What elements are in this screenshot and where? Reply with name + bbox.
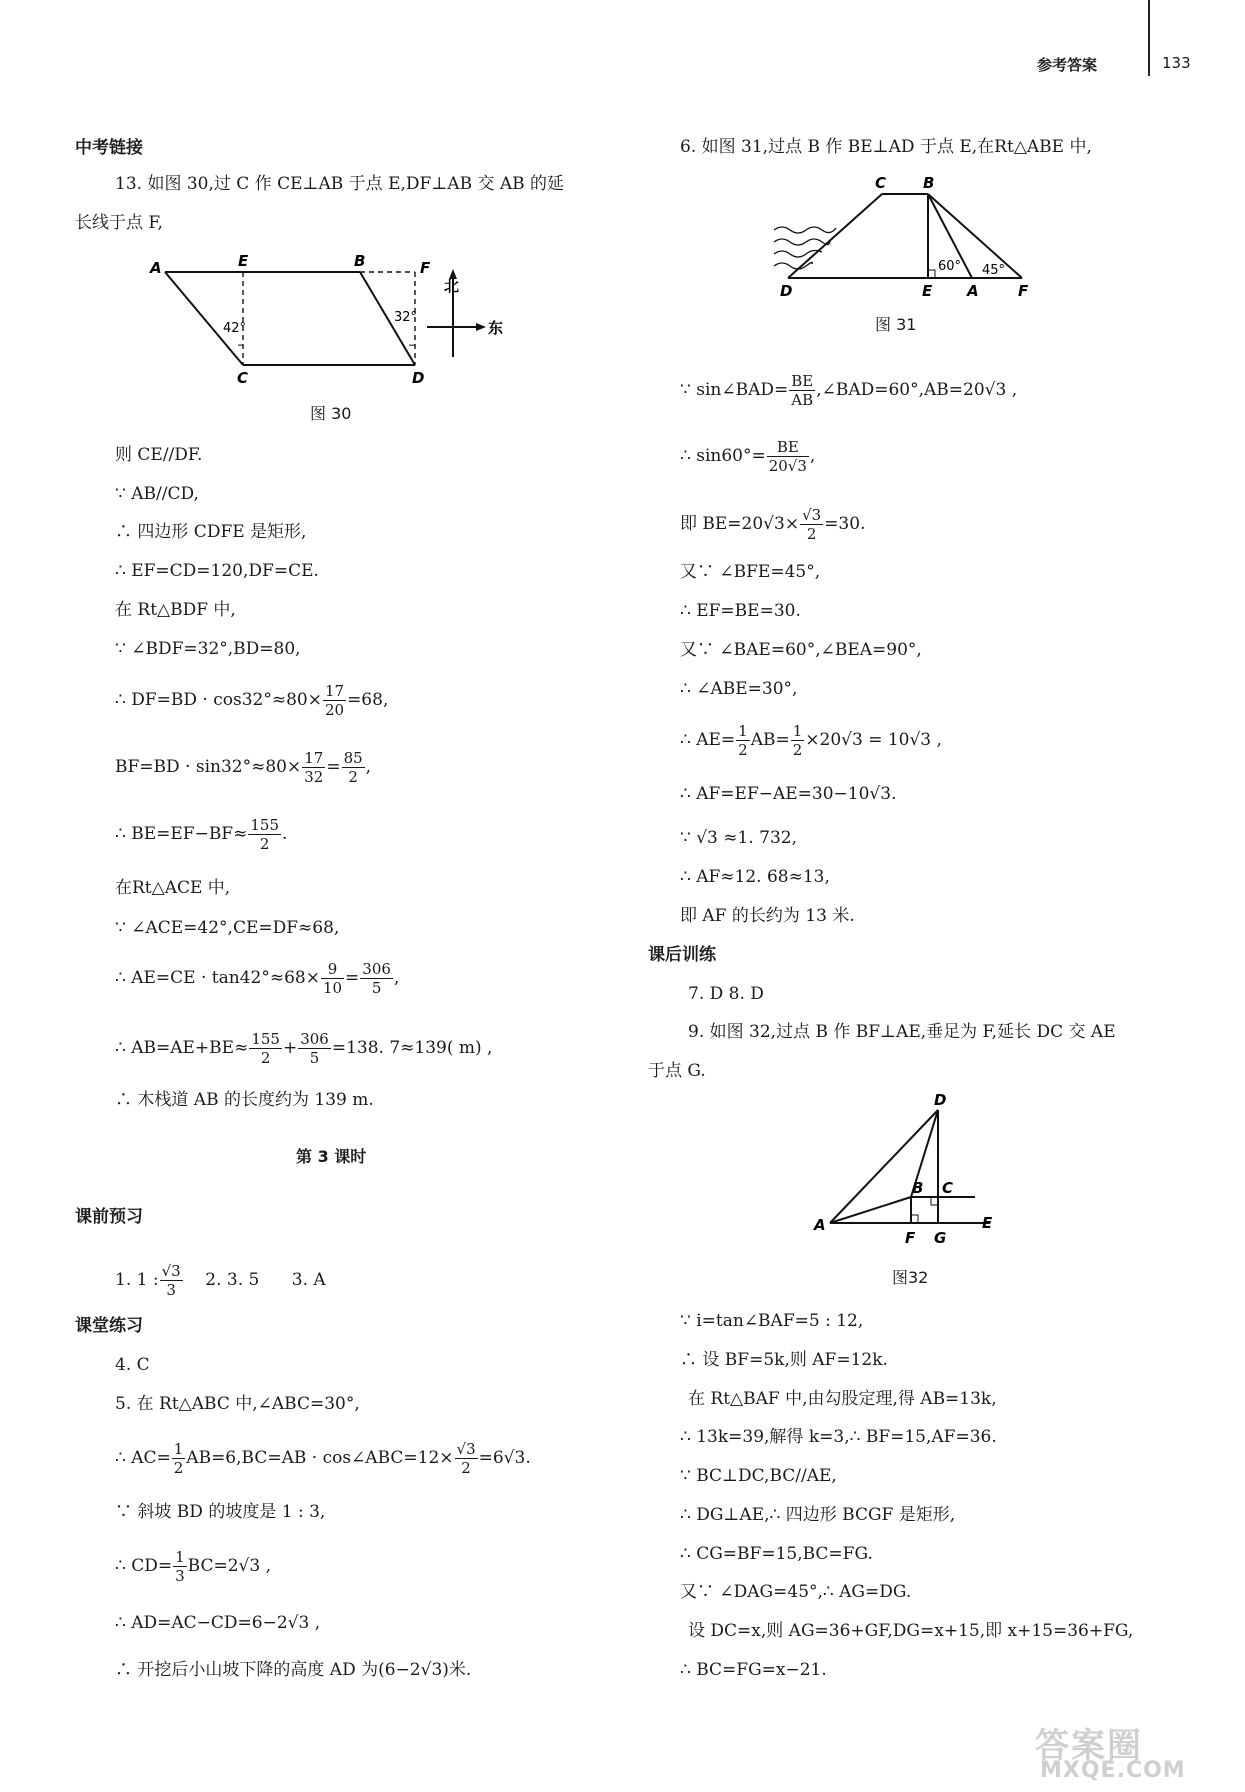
fig31-label-D: D xyxy=(780,282,793,300)
line-dc: 设 DC=x,则 AG=36+GF,DG=x+15,即 x+15=36+FG, xyxy=(688,1621,1134,1641)
fig32-label-D: D xyxy=(934,1091,947,1109)
fig30-angle-42: 42° xyxy=(223,321,247,336)
q13-text-line1: 13. 如图 30,过 C 作 CE⊥AB 于点 E,DF⊥AB 交 AB 的延 xyxy=(115,174,565,194)
fraction: $\frac{1}{2}$ xyxy=(738,722,748,759)
line-bae: 又∵ ∠BAE=60°,∠BEA=90°, xyxy=(680,640,922,660)
line-sin60: ∴ sin60°= $\frac{BE}{20√3}$ , xyxy=(680,438,816,475)
line-sqrt3: ∵ √3 ≈1. 732, xyxy=(680,828,797,848)
line-ab-final: ∴ 木栈道 AB 的长度约为 139 m. xyxy=(115,1090,374,1110)
section-heading-zhongkao: 中考链接 xyxy=(75,138,143,158)
fig30-label-D: D xyxy=(412,369,425,385)
line-dag: 又∵ ∠DAG=45°,∴ AG=DG. xyxy=(680,1582,912,1602)
fraction: $\frac{306}{5}$ xyxy=(362,960,391,997)
q9-text-line1: 9. 如图 32,过点 B 作 BF⊥AE,垂足为 F,延长 DC 交 AE xyxy=(688,1022,1116,1042)
fraction: $\frac{17}{32}$ xyxy=(304,749,324,786)
lesson-3-heading: 第 3 课时 xyxy=(296,1147,367,1166)
fraction: $\frac{155}{2}$ xyxy=(250,816,279,853)
watermark-logo: 答案圈 xyxy=(1035,1726,1143,1766)
header-divider xyxy=(1148,0,1150,76)
fraction: $\frac{17}{20}$ xyxy=(324,682,345,719)
header-title: 参考答案 xyxy=(1037,56,1098,74)
fig32-label-B: B xyxy=(912,1179,924,1197)
fig30-angle-32: 32° xyxy=(394,310,418,325)
line-rt-bdf: 在 Rt△BDF 中, xyxy=(115,600,236,620)
line-bc: ∵ BC⊥DC,BC//AE, xyxy=(680,1466,837,1486)
line-13k: ∴ 13k=39,解得 k=3,∴ BF=15,AF=36. xyxy=(680,1427,997,1447)
q5-text: 5. 在 Rt△ABC 中,∠ABC=30°, xyxy=(115,1394,360,1414)
fraction: $\frac{306}{5}$ xyxy=(300,1030,329,1067)
line-ab-cd: ∵ AB//CD, xyxy=(115,484,199,504)
line-be-calc: 即 BE=20√3× $\frac{√3}{2}$ =30. xyxy=(680,506,866,543)
fraction: $\frac{√3}{3}$ xyxy=(161,1262,181,1299)
fig32-label-C: C xyxy=(942,1179,954,1197)
line-ace: ∵ ∠ACE=42°,CE=DF≈68, xyxy=(115,918,340,938)
line-af: ∴ AF=EF−AE=30−10√3. xyxy=(680,784,897,804)
fig31-label-E: E xyxy=(922,282,933,300)
fig32-label-E: E xyxy=(982,1214,993,1232)
answers-1-3: 1. 1 : $\frac{√3}{3}$ 2. 3. 5 3. A xyxy=(115,1262,326,1299)
line-cd-calc: ∴ CD= $\frac{1}{3}$ BC=2√3 , xyxy=(115,1548,271,1585)
fig32-caption: 图32 xyxy=(892,1268,929,1287)
line-ef: ∴ EF=BE=30. xyxy=(680,601,801,621)
fig31-label-C: C xyxy=(875,174,887,192)
line-slope: ∵ 斜坡 BD 的坡度是 1 : 3, xyxy=(115,1502,326,1522)
fig31-angle-60: 60° xyxy=(938,259,962,274)
compass-east-label: 东 xyxy=(488,319,504,337)
fig31-caption: 图 31 xyxy=(875,315,917,334)
line-ef: ∴ EF=CD=120,DF=CE. xyxy=(115,561,319,581)
fig32-label-F: F xyxy=(905,1229,916,1247)
fig30-label-C: C xyxy=(237,369,249,385)
line-ae-calc: ∴ AE= $\frac{1}{2}$ AB= $\frac{1}{2}$ ×20√3 = 10√3 , xyxy=(680,722,942,759)
line-final-5: ∴ 开挖后小山坡下降的高度 AD 为(6−2√3)米. xyxy=(115,1660,472,1680)
line-af2: ∴ AF≈12. 68≈13, xyxy=(680,867,830,887)
fig31-label-A: A xyxy=(967,282,979,300)
fraction: $\frac{√3}{2}$ xyxy=(802,506,822,543)
line-bfe: 又∵ ∠BFE=45°, xyxy=(680,562,821,582)
line-af-final: 即 AF 的长约为 13 米. xyxy=(680,906,855,926)
answer-4: 4. C xyxy=(115,1355,150,1375)
fig30-label-B: B xyxy=(354,252,366,270)
answers-7-8: 7. D 8. D xyxy=(688,984,764,1004)
figure-30 xyxy=(140,245,520,385)
q9-text-line2: 于点 G. xyxy=(648,1061,706,1081)
fraction: $\frac{85}{2}$ xyxy=(343,749,363,786)
section-heading-preview: 课前预习 xyxy=(75,1207,143,1227)
fig30-label-F: F xyxy=(420,259,431,277)
fig30-label-E: E xyxy=(238,252,249,270)
line-ac-calc: ∴ AC= $\frac{1}{2}$ AB=6,BC=AB · cos∠ABC=12× $\frac{√3}{2}$ =6√3. xyxy=(115,1440,531,1477)
figure-31 xyxy=(770,170,1040,300)
fig31-label-F: F xyxy=(1018,282,1029,300)
line-abe: ∴ ∠ABE=30°, xyxy=(680,679,798,699)
fraction: $\frac{1}{2}$ xyxy=(173,1440,184,1477)
line-rt-ace: 在Rt△ACE 中, xyxy=(115,878,231,898)
fig32-label-G: G xyxy=(934,1229,947,1247)
line-rect-cdfe: ∴ 四边形 CDFE 是矩形, xyxy=(115,522,307,542)
line-i-tan: ∵ i=tan∠BAF=5 : 12, xyxy=(680,1311,864,1331)
fig30-label-A: A xyxy=(150,259,162,277)
line-be-calc: ∴ BE=EF−BF≈ $\frac{155}{2}$ . xyxy=(115,816,288,853)
fraction: $\frac{155}{2}$ xyxy=(251,1030,280,1067)
fraction: $\frac{BE}{AB}$ xyxy=(791,372,814,409)
line-bdf: ∵ ∠BDF=32°,BD=80, xyxy=(115,639,301,659)
section-heading-classroom: 课堂练习 xyxy=(75,1316,143,1336)
fig31-angle-45: 45° xyxy=(982,263,1006,278)
page-number: 133 xyxy=(1162,54,1191,72)
line-ad: ∴ AD=AC−CD=6−2√3 , xyxy=(115,1613,321,1633)
fraction: $\frac{BE}{20√3}$ xyxy=(768,438,807,475)
line-sin-bad: ∵ sin∠BAD= $\frac{BE}{AB}$ ,∠BAD=60°,AB=20√3 , xyxy=(680,372,1018,409)
section-heading-after-class: 课后训练 xyxy=(648,945,716,965)
fig30-caption: 图 30 xyxy=(310,404,352,423)
fraction: $\frac{1}{2}$ xyxy=(792,722,803,759)
line-ce-df: 则 CE//DF. xyxy=(115,445,203,465)
line-dg: ∴ DG⊥AE,∴ 四边形 BCGF 是矩形, xyxy=(680,1505,956,1525)
fraction: $\frac{1}{3}$ xyxy=(175,1548,185,1585)
line-df-calc: ∴ DF=BD · cos32°≈80× $\frac{17}{20}$ =68, xyxy=(115,682,389,719)
fig32-label-A: A xyxy=(814,1216,826,1234)
watermark-url: MXQE.COM xyxy=(1040,1758,1186,1783)
fraction: $\frac{√3}{2}$ xyxy=(456,1440,476,1477)
figure-32 xyxy=(810,1090,1010,1250)
fraction: $\frac{9}{10}$ xyxy=(322,960,343,997)
line-ae-calc: ∴ AE=CE · tan42°≈68× $\frac{9}{10}$ = $\frac{306}{5}$ , xyxy=(115,960,400,997)
q13-text-line2: 长线于点 F, xyxy=(75,213,163,233)
line-cg: ∴ CG=BF=15,BC=FG. xyxy=(680,1544,873,1564)
fig31-label-B: B xyxy=(923,174,935,192)
line-bc-fg: ∴ BC=FG=x−21. xyxy=(680,1660,827,1680)
q6-text: 6. 如图 31,过点 B 作 BE⊥AD 于点 E,在Rt△ABE 中, xyxy=(680,137,1092,157)
line-bf: ∴ 设 BF=5k,则 AF=12k. xyxy=(680,1350,888,1370)
line-rt-baf: 在 Rt△BAF 中,由勾股定理,得 AB=13k, xyxy=(688,1389,997,1409)
line-ab-calc: ∴ AB=AE+BE≈ $\frac{155}{2}$ + $\frac{306}{5}$ =138. 7≈139( m) , xyxy=(115,1030,493,1067)
compass-north-label: 北 xyxy=(444,277,460,295)
line-bf-calc: BF=BD · sin32°≈80× $\frac{17}{32}$ = $\frac{85}{2}$ , xyxy=(115,749,372,786)
